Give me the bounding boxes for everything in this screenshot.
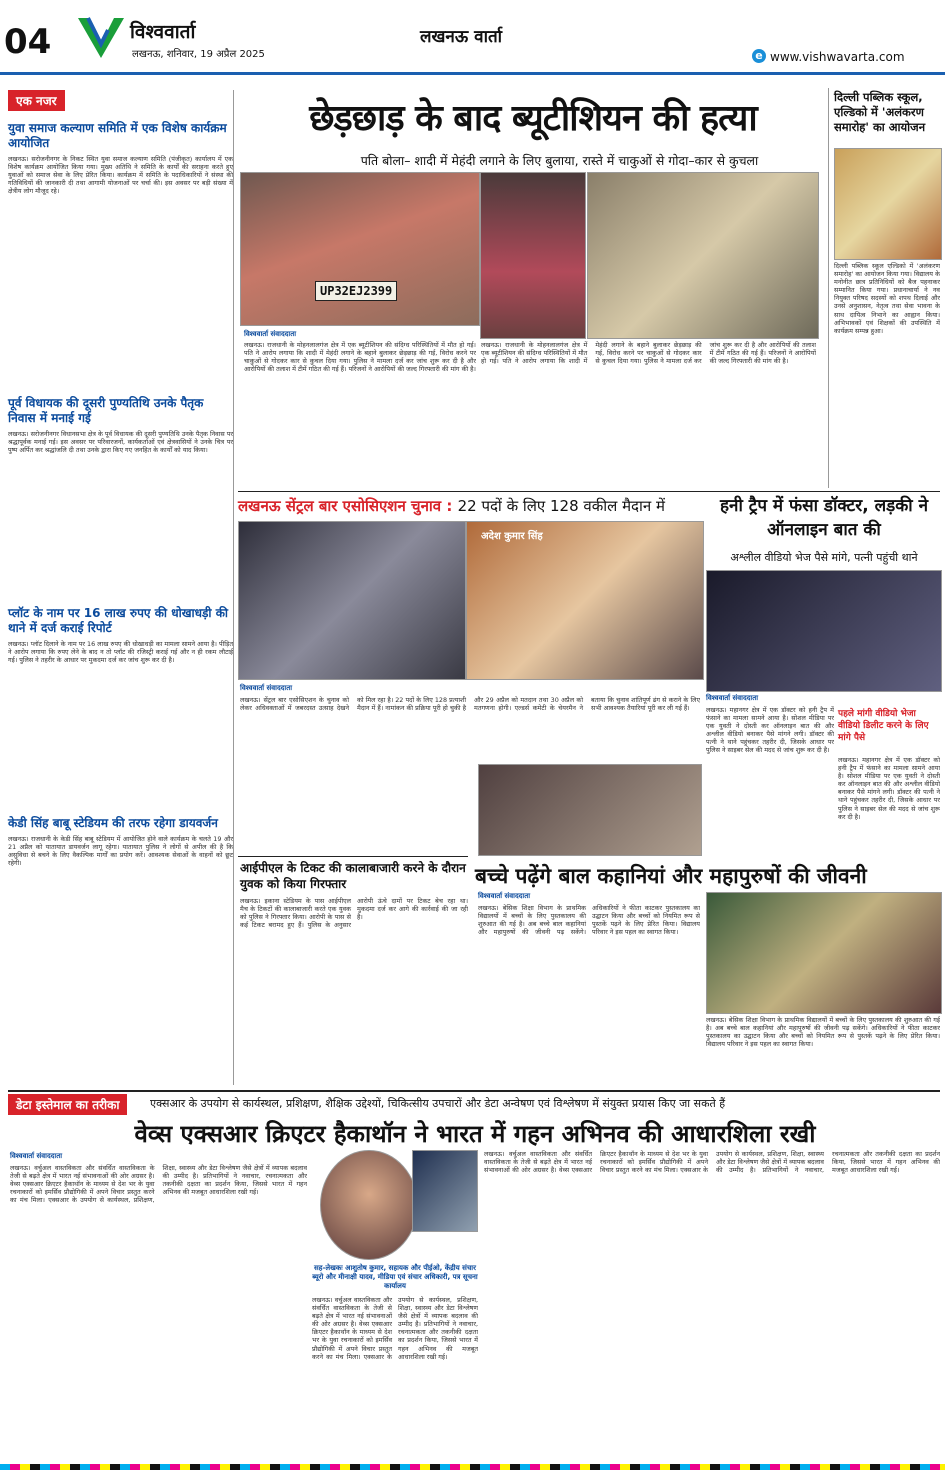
kids-body-continued: लखनऊ। बेसिक शिक्षा विभाग के प्राथमिक विद्यालयों में बच्चों के लिए पुस्तकालय की शुरुआत की गई है। अब बच्चे बाल कहानियां और महापुरुषों की जीवनी पढ़ सकेंगे। अधिकारियों ने फीता काटकर पुस्तकालय का उद्घाटन किया और बच्चों को नियमित रूप से पुस्तकें पढ़ने के लिए प्रेरित किया। विद्यालय परिवार ने इस पहल का स्वागत किया।	[706, 1016, 940, 1049]
xr-caption: सह-लेखकः आशुतोष कुमार, सहायक और पीईओ, केंद्रीय संचार ब्यूरो और मीनाक्षी यादव, मीडिया एवं संचार अधिकारी, पत्र सूचना कार्यालय	[312, 1264, 478, 1290]
vishwavarta-logo-icon	[74, 12, 128, 62]
kids-photo	[706, 892, 942, 1014]
lead-body: लखनऊ। राजधानी के मोहनलालगंज क्षेत्र में एक ब्यूटीशियन की संदिग्ध परिस्थितियों में मौत हो गई। पति ने आरोप लगाया कि शादी में मेहंदी लगाने के बहाने बुलाकर छेड़छाड़ की गई, विरोध करने पर चाकुओं से गोदकर कार से कुचल दिया गया। पुलिस ने मामला दर्ज कर जांच शुरू कर दी है और आरोपियों की तलाश में टीमें गठित की गई हैं। परिजनों ने आरोपियों की जल्द गिरफ्तारी की मांग की है।	[244, 341, 476, 374]
sidebar-story-title: पूर्व विधायक की दूसरी पुण्यतिथि उनके पैतृक निवास में मनाई गई	[8, 396, 204, 425]
kids-body: लखनऊ। बेसिक शिक्षा विभाग के प्राथमिक विद्यालयों में बच्चों के लिए पुस्तकालय की शुरुआत की गई है। अब बच्चे बाल कहानियां और महापुरुषों की जीवनी पढ़ सकेंगे। अधिकारियों ने फीता काटकर पुस्तकालय का उद्घाटन किया और बच्चों को नियमित रूप से पुस्तकें पढ़ने के लिए प्रेरित किया। विद्यालय परिवार ने इस पहल का स्वागत किया।	[478, 904, 700, 937]
bar-headline	[238, 496, 698, 516]
banner-text: अदेश कुमार सिंह	[481, 531, 543, 542]
bar-body: लखनऊ। सेंट्रल बार एसोसिएशन के चुनाव को लेकर अधिवक्ताओं में जबरदस्त उत्साह देखने को मिल रहा है। 22 पदों के लिए 128 प्रत्याशी मैदान में हैं। नामांकन की प्रक्रिया पूरी हो चुकी है और 29 अप्रैल को मतदान तथा 30 अप्रैल को मतगणना होगी। एल्डर्स कमेटी के चेयरमैन ने बताया कि चुनाव शांतिपूर्ण ढंग से कराने के लिए सभी आवश्यक तैयारियां पूरी कर ली गई हैं।	[240, 696, 700, 713]
honey-body-continued: लखनऊ। महानगर क्षेत्र में एक डॉक्टर को हनी ट्रैप में फंसाने का मामला सामने आया है। सोशल मीडिया पर एक युवती ने दोस्ती कर ऑनलाइन बात की और अश्लील वीडियो बनाकर पैसे मांगने लगी। डॉक्टर की पत्नी ने थाने पहुंचकर तहरीर दी, जिसके आधार पर पुलिस ने साइबर सेल की मदद से जांच शुरू कर दी है।	[838, 756, 940, 821]
author-photo-1	[320, 1150, 418, 1260]
lead-byline: विश्ववार्ता संवाददाता	[244, 330, 297, 338]
bar-headline-red: लखनऊ सेंट्रल बार एसोसिएशन चुनाव :	[238, 497, 453, 515]
honey-callout: पहले मांगी वीडियो भेजा वीडियो डिलीट करने के लिए मांगे पैसे	[838, 709, 929, 743]
section-title: लखनऊ वार्ता	[420, 27, 503, 47]
website-link[interactable]: www.vishwavarta.com	[770, 50, 905, 64]
school-photo	[834, 148, 942, 260]
bar-photo-right	[466, 521, 704, 680]
bar-byline: विश्ववार्ता संवाददाता	[240, 684, 293, 692]
xr-byline: विश्ववार्ता संवाददाता	[10, 1152, 63, 1160]
honey-byline: विश्ववार्ता संवाददाता	[706, 694, 759, 702]
school-body: दिल्ली पब्लिक स्कूल एल्डिको में 'अलंकरण समारोह' का आयोजन किया गया। विद्यालय के मनोनीत छात्र प्रतिनिधियों को बैज पहनाकर सम्मानित किया गया। प्रधानाचार्या ने नव नियुक्त परिषद सदस्यों को शपथ दिलाई और उनसे अनुशासन, नेतृत्व तथा सेवा भावना के साथ दायित्व निभाने का आह्वान किया। अभिभावकों एवं शिक्षकों की उपस्थिति में कार्यक्रम सम्पन्न हुआ।	[834, 262, 940, 335]
author-photo-2	[412, 1150, 478, 1232]
page-number: 04	[4, 22, 52, 62]
sidebar-story-body: लखनऊ। राजधानी के केडी सिंह बाबू स्टेडियम में आयोजित होने वाले कार्यक्रम के चलते 19 और 21 अप्रैल को यातायात डायवर्जन लागू रहेगा। यातायात पुलिस ने लोगों से अपील की है कि असुविधा से बचने के लिए वैकल्पिक मार्गों का प्रयोग करें। आवश्यक सेवाओं के वाहनों को छूट रहेगी।	[8, 835, 233, 868]
sidebar	[8, 90, 234, 1085]
doctor-photo	[706, 570, 942, 692]
sidebar-story-body: लखनऊ। प्लॉट दिलाने के नाम पर 16 लाख रुपए की धोखाधड़ी का मामला सामने आया है। पीड़ित ने आरोप लगाया कि रुपए लेने के बाद न तो प्लॉट की रजिस्ट्री कराई गई और न ही रकम लौटाई गई। पुलिस ने तहरीर के आधार पर मुकदमा दर्ज कर जांच शुरू कर दी है।	[8, 640, 233, 665]
lead-headline: छेड़छाड़ के बाद ब्यूटीशियन की हत्या	[309, 98, 757, 139]
sidebar-story-title: युवा समाज कल्याण समिति में एक विशेष कार्यक्रम आयोजित	[8, 121, 227, 150]
sidebar-story-title: प्लॉट के नाम पर 16 लाख रुपए की धोखाधड़ी की थाने में दर्ज कराई रिपोर्ट	[8, 606, 229, 635]
globe-icon: e	[752, 49, 766, 63]
sidebar-story-title: केडी सिंह बाबू स्टेडियम की तरफ रहेगा डायवर्जन	[8, 816, 218, 830]
crowd-photo	[587, 172, 819, 339]
lead-body-continued: लखनऊ। राजधानी के मोहनलालगंज क्षेत्र में एक ब्यूटीशियन की संदिग्ध परिस्थितियों में मौत हो गई। पति ने आरोप लगाया कि शादी में मेहंदी लगाने के बहाने बुलाकर छेड़छाड़ की गई, विरोध करने पर चाकुओं से गोदकर कार से कुचल दिया गया। पुलिस ने मामला दर्ज कर जांच शुरू कर दी है और आरोपियों की तलाश में टीमें गठित की गई हैं। परिजनों ने आरोपियों की जल्द गिरफ्तारी की मांग की है।	[481, 341, 816, 366]
xr-tagline: एक्सआर के उपयोग से कार्यस्थल, प्रशिक्षण, शैक्षिक उद्देश्यों, चिकित्सीय उपचारों और डेटा अन्वेषण एवं विश्लेषण में संयुक्त प्रयास किए जा सकते हैं	[150, 1097, 726, 1110]
xr-body: लखनऊ। वर्चुअल वास्तविकता और संवर्धित वास्तविकता के तेजी से बढ़ते क्षेत्र में भारत नई संभावनाओं की ओर अग्रसर है। वेव्स एक्सआर क्रिएटर हैकाथॉन के माध्यम से देश भर के युवा रचनाकारों को इमर्सिव प्रौद्योगिकी में अपने विचार प्रस्तुत करने का मंच मिला। एक्सआर के उपयोग से कार्यस्थल, प्रशिक्षण, शिक्षा, स्वास्थ्य और डेटा विश्लेषण जैसे क्षेत्रों में व्यापक बदलाव की उम्मीद है। प्रतिभागियों ने नवाचार, रचनात्मकता और तकनीकी दक्षता का प्रदर्शन किया, जिससे भारत में गहन अभिनव की मजबूत आधारशिला रखी गई।	[10, 1164, 307, 1205]
kids-headline: बच्चे पढ़ेंगे बाल कहानियां और महापुरुषों की जीवनी	[475, 864, 867, 888]
kids-byline: विश्ववार्ता संवाददाता	[478, 892, 531, 900]
dateline: लखनऊ, शनिवार, 19 अप्रैल 2025	[132, 49, 265, 60]
sidebar-label: एक नजर	[8, 90, 65, 111]
bar-photo-lower	[478, 764, 702, 856]
lead-subhead: पति बोला– शादी में मेहंदी लगाने के लिए बुलाया, रास्ते में चाकुओं से गोदा–कार से कुचला	[360, 153, 759, 168]
xr-body-right: लखनऊ। वर्चुअल वास्तविकता और संवर्धित वास्तविकता के तेजी से बढ़ते क्षेत्र में भारत नई संभावनाओं की ओर अग्रसर है। वेव्स एक्सआर क्रिएटर हैकाथॉन के माध्यम से देश भर के युवा रचनाकारों को इमर्सिव प्रौद्योगिकी में अपने विचार प्रस्तुत करने का मंच मिला। एक्सआर के उपयोग से कार्यस्थल, प्रशिक्षण, शिक्षा, स्वास्थ्य और डेटा विश्लेषण जैसे क्षेत्रों में व्यापक बदलाव की उम्मीद है। प्रतिभागियों ने नवाचार, रचनात्मकता और तकनीकी दक्षता का प्रदर्शन किया, जिससे भारत में गहन अभिनव की मजबूत आधारशिला रखी गई।	[484, 1150, 940, 1175]
column-divider	[828, 88, 829, 488]
xr-headline: वेव्स एक्सआर क्रिएटर हैकाथॉन ने भारत में गहन अभिनव की आधारशिला रखी	[134, 1120, 816, 1148]
sidebar-story-body: लखनऊ। सरोजनीनगर विधानसभा क्षेत्र के पूर्व विधायक की दूसरी पुण्यतिथि उनके पैतृक निवास पर श्रद्धापूर्वक मनाई गई। इस अवसर पर परिवारजनों, कार्यकर्ताओं एवं क्षेत्रवासियों ने उनके चित्र पर पुष्प अर्पित कर श्रद्धांजलि दी तथा उनके द्वारा किए गए जनहित के कार्यों को याद किया।	[8, 430, 233, 455]
school-headline: दिल्ली पब्लिक स्कूल, एल्डिको में 'अलंकरण समारोह' का आयोजन	[834, 90, 926, 134]
bar-headline-black: 22 पदों के लिए 128 वकील मैदान में	[457, 497, 665, 515]
divider	[238, 856, 468, 857]
car-photo	[240, 172, 480, 326]
divider	[8, 1090, 940, 1092]
honey-subhead: अश्लील वीडियो भेज पैसे मांगे, पत्नी पहुंची थाने	[730, 551, 918, 564]
brand-name: विश्ववार्ता	[130, 21, 196, 43]
ipl-headline: आईपीएल के टिकट की कालाबाजारी करने के दौरान युवक को किया गिरफ्तार	[240, 861, 466, 891]
victim-photo	[480, 172, 586, 339]
honey-headline: हनी ट्रैप में फंसा डॉक्टर, लड़की ने ऑनलाइन बात की	[719, 496, 929, 540]
honey-body: लखनऊ। महानगर क्षेत्र में एक डॉक्टर को हनी ट्रैप में फंसाने का मामला सामने आया है। सोशल मीडिया पर एक युवती ने दोस्ती कर ऑनलाइन बात की और अश्लील वीडियो बनाकर पैसे मांगने लगी। डॉक्टर की पत्नी ने थाने पहुंचकर तहरीर दी, जिसके आधार पर पुलिस ने साइबर सेल की मदद से जांच शुरू कर दी है।	[706, 706, 834, 755]
number-plate: UP32EJ2399	[315, 281, 397, 301]
xr-tag: डेटा इस्तेमाल का तरीका	[8, 1094, 127, 1115]
divider	[238, 491, 940, 492]
xr-body-continued: लखनऊ। वर्चुअल वास्तविकता और संवर्धित वास्तविकता के तेजी से बढ़ते क्षेत्र में भारत नई संभावनाओं की ओर अग्रसर है। वेव्स एक्सआर क्रिएटर हैकाथॉन के माध्यम से देश भर के युवा रचनाकारों को इमर्सिव प्रौद्योगिकी में अपने विचार प्रस्तुत करने का मंच मिला। एक्सआर के उपयोग से कार्यस्थल, प्रशिक्षण, शिक्षा, स्वास्थ्य और डेटा विश्लेषण जैसे क्षेत्रों में व्यापक बदलाव की उम्मीद है। प्रतिभागियों ने नवाचार, रचनात्मकता और तकनीकी दक्षता का प्रदर्शन किया, जिससे भारत में गहन अभिनव की मजबूत आधारशिला रखी गई।	[312, 1296, 478, 1361]
print-registration-strip	[0, 1464, 945, 1470]
bar-photo-left	[238, 521, 466, 680]
sidebar-story-body: लखनऊ। सरोजनीनगर के निकट स्थित युवा समाज कल्याण समिति (पंजीकृत) कार्यालय में एक विशेष कार्यक्रम आयोजित किया गया। मुख्य अतिथि ने समिति के कार्यों की सराहना करते हुए युवाओं को समाज सेवा के लिए प्रेरित किया। कार्यक्रम में समिति के पदाधिकारियों ने संस्था की गतिविधियों की जानकारी दी तथा आगामी योजनाओं पर चर्चा की। इस अवसर पर बड़ी संख्या में क्षेत्रीय लोग मौजूद रहे।	[8, 155, 233, 196]
ipl-body: लखनऊ। इकाना स्टेडियम के पास आईपीएल मैच के टिकटों की कालाबाजारी करते एक युवक को पुलिस ने गिरफ्तार किया। आरोपी के पास से कई टिकट बरामद हुए हैं। पुलिस के अनुसार आरोपी ऊंचे दामों पर टिकट बेच रहा था। मुकदमा दर्ज कर आगे की कार्रवाई की जा रही है।	[240, 897, 468, 930]
